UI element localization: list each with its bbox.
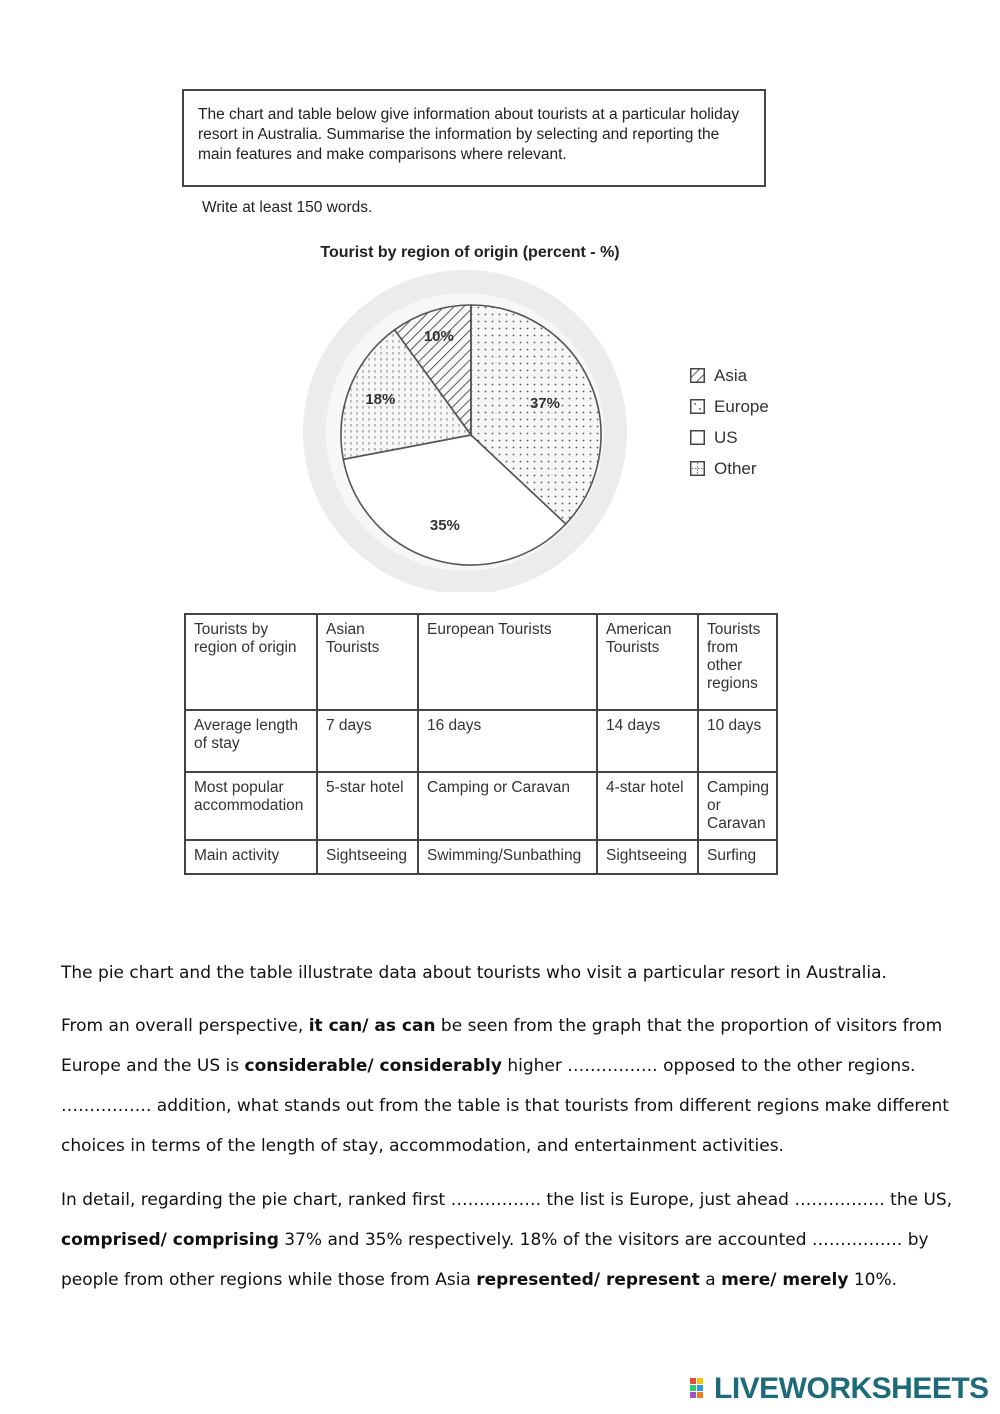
table-header-cell: Tourists from other regions: [698, 614, 777, 710]
liveworksheets-brand: [690, 1372, 989, 1406]
essay-text: The pie chart and the table illustrate data about tourists who visit a particular resort in Australia.: [61, 963, 887, 983]
answer-choice: considerable/ considerably: [244, 1056, 502, 1076]
answer-choice: it can/ as can: [308, 1016, 436, 1036]
legend-item-europe: [690, 391, 769, 422]
table-cell: 5-star hotel: [317, 772, 418, 840]
table-header-cell: American Tourists: [597, 614, 698, 710]
pie-label-other: 18%: [365, 391, 396, 409]
legend-item-asia: [690, 360, 769, 391]
table-cell: 10 days: [698, 710, 777, 772]
legend-item-us: [690, 422, 769, 453]
brand-name: LIVEWORKSHEETS: [714, 1372, 989, 1405]
essay-text: 10%.: [848, 1270, 898, 1290]
essay-text: a: [699, 1270, 722, 1290]
table-header-cell: Asian Tourists: [317, 614, 418, 710]
pie-label-europe: 37%: [529, 394, 560, 412]
table-cell: Sightseeing: [317, 840, 418, 874]
table-cell: Camping or Caravan: [418, 772, 597, 840]
table-cell: Camping or Caravan: [698, 772, 777, 840]
table-cell: Surfing: [698, 840, 777, 874]
table-cell: Swimming/Sunbathing: [418, 840, 597, 874]
legend-label-asia: Asia: [714, 365, 748, 385]
essay-text: 37% and 35% respectively. 18% of the visitors are accounted ……………. by people from other regions while those from Asia: [61, 1230, 929, 1290]
table-cell: 4-star hotel: [597, 772, 698, 840]
hatch-swatch-icon: [690, 368, 705, 383]
dots-swatch-icon: [690, 399, 705, 414]
chart-legend: [690, 360, 769, 484]
essay-paragraph-2: [61, 1006, 961, 1166]
table-header-row: [185, 614, 777, 710]
task-prompt-box: [182, 89, 766, 187]
table-cell: Sightseeing: [597, 840, 698, 874]
table-row-label: Most popular accommodation: [185, 772, 317, 840]
legend-label-us: US: [714, 427, 738, 447]
table-row: [185, 710, 777, 772]
pie-label-us: 35%: [429, 516, 460, 534]
answer-choice: represented/ represent: [476, 1270, 700, 1290]
table-row: [185, 840, 777, 874]
answer-choice: comprised/ comprising: [61, 1230, 279, 1250]
essay-text: In detail, regarding the pie chart, ranked first ……………. the list is Europe, just ahead ……………. the US,: [61, 1190, 953, 1210]
task-prompt-text: The chart and table below give information about tourists at a particular holiday resort in Australia. Summarise the information by selecting and reporting the main features and make comparisons where relevant.: [198, 106, 740, 163]
table-header-cell: Tourists by region of origin: [185, 614, 317, 710]
essay-text: higher ……………. opposed to the other regions. ……………. addition, what stands out from the table is that tourists from different regions make different choices in terms of the length of stay, accommodation, and entertainment activities.: [61, 1056, 949, 1156]
essay-text: From an overall perspective,: [61, 1016, 309, 1036]
table-row-label: Main activity: [185, 840, 317, 874]
pie-chart: [300, 262, 640, 592]
plain-swatch-icon: [690, 430, 705, 445]
answer-choice: mere/ merely: [721, 1270, 849, 1290]
table-row-label: Average length of stay: [185, 710, 317, 772]
word-count-instruction: Write at least 150 words.: [202, 199, 373, 216]
legend-label-other: Other: [714, 458, 757, 478]
essay-text: be seen from the graph that the proportion of visitors from Europe and the US is: [61, 1016, 943, 1076]
chart-title: Tourist by region of origin (percent - %): [320, 244, 620, 261]
table-header-cell: European Tourists: [418, 614, 597, 710]
table-row: [185, 772, 777, 840]
table-cell: 14 days: [597, 710, 698, 772]
grid-swatch-icon: [690, 461, 705, 476]
legend-label-europe: Europe: [714, 396, 769, 416]
table-cell: 7 days: [317, 710, 418, 772]
table-cell: 16 days: [418, 710, 597, 772]
legend-item-other: [690, 453, 769, 484]
pie-label-asia: 10%: [423, 328, 454, 346]
liveworksheets-logo-icon: [690, 1376, 712, 1402]
essay-paragraph-3: [61, 1180, 961, 1300]
tourist-data-table: [184, 613, 778, 875]
essay-paragraph-1: [61, 953, 961, 993]
